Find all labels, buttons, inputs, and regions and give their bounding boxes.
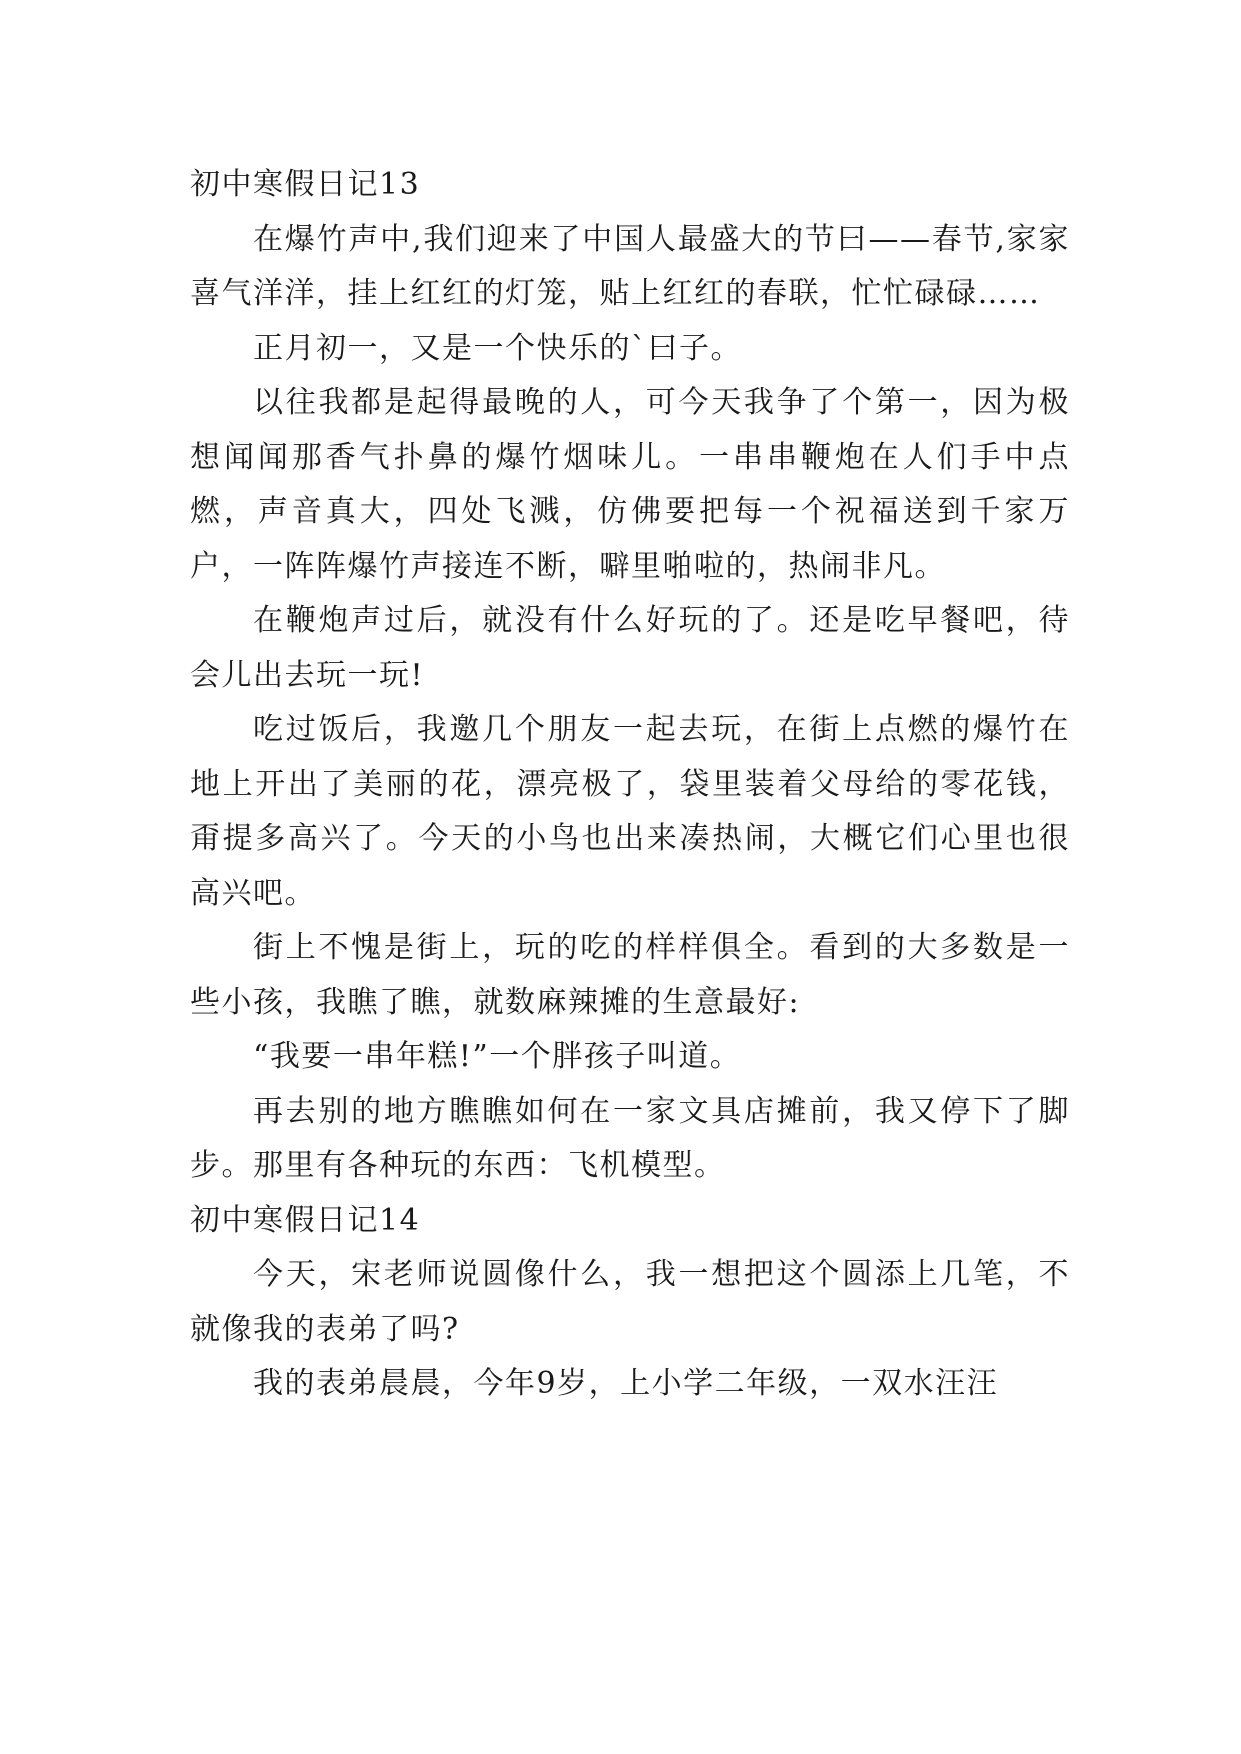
paragraph: 再去别的地方瞧瞧如何在一家文具店摊前，我又停下了脚步。那里有各种玩的东西：飞机模型。 bbox=[190, 1093, 1070, 1183]
paragraph: 以往我都是起得最晚的人，可今天我争了个第一，因为极想闻闻那香气扑鼻的爆竹烟味儿。一串串鞭炮在人们手中点燃，声音真大，四处飞溅，仿佛要把每一个祝福送到千家万户，一阵阵爆竹声接连不断，噼里啪啦的，热闹非凡。 bbox=[190, 385, 1070, 584]
paragraph: 吃过饭后，我邀几个朋友一起去玩，在街上点燃的爆竹在地上开出了美丽的花，漂亮极了，袋里装着父母给的零花钱，甭提多高兴了。今天的小鸟也出来凑热闹，大概它们心里也很高兴吧。 bbox=[190, 712, 1070, 911]
section-title: 初中寒假日记14 bbox=[190, 1202, 421, 1238]
paragraph: 在鞭炮声过后，就没有什么好玩的了。还是吃早餐吧，待会儿出去玩一玩! bbox=[190, 603, 1070, 693]
paragraph: 我的表弟晨晨，今年9岁，上小学二年级，一双水汪汪 bbox=[253, 1366, 999, 1401]
paragraph: “我要一串年糕!”一个胖孩子叫道。 bbox=[253, 1039, 742, 1074]
document-body bbox=[190, 158, 1070, 1412]
diary-section bbox=[190, 1194, 1070, 1412]
paragraph: 今天，宋老师说圆像什么，我一想把这个圆添上几笔，不就像我的表弟了吗? bbox=[190, 1257, 1070, 1347]
paragraph: 正月初一，又是一个快乐的`曰子。 bbox=[253, 330, 742, 366]
section-title: 初中寒假日记13 bbox=[190, 167, 421, 202]
diary-section bbox=[190, 158, 1070, 1194]
paragraph: 在爆竹声中,我们迎来了中国人最盛大的节曰——春节,家家喜气洋洋，挂上红红的灯笼，贴上红红的春联，忙忙碌碌…… bbox=[190, 221, 1070, 311]
paragraph: 街上不愧是街上，玩的吃的样样俱全。看到的大多数是一些小孩，我瞧了瞧，就数麻辣摊的生意最好: bbox=[190, 930, 1070, 1020]
